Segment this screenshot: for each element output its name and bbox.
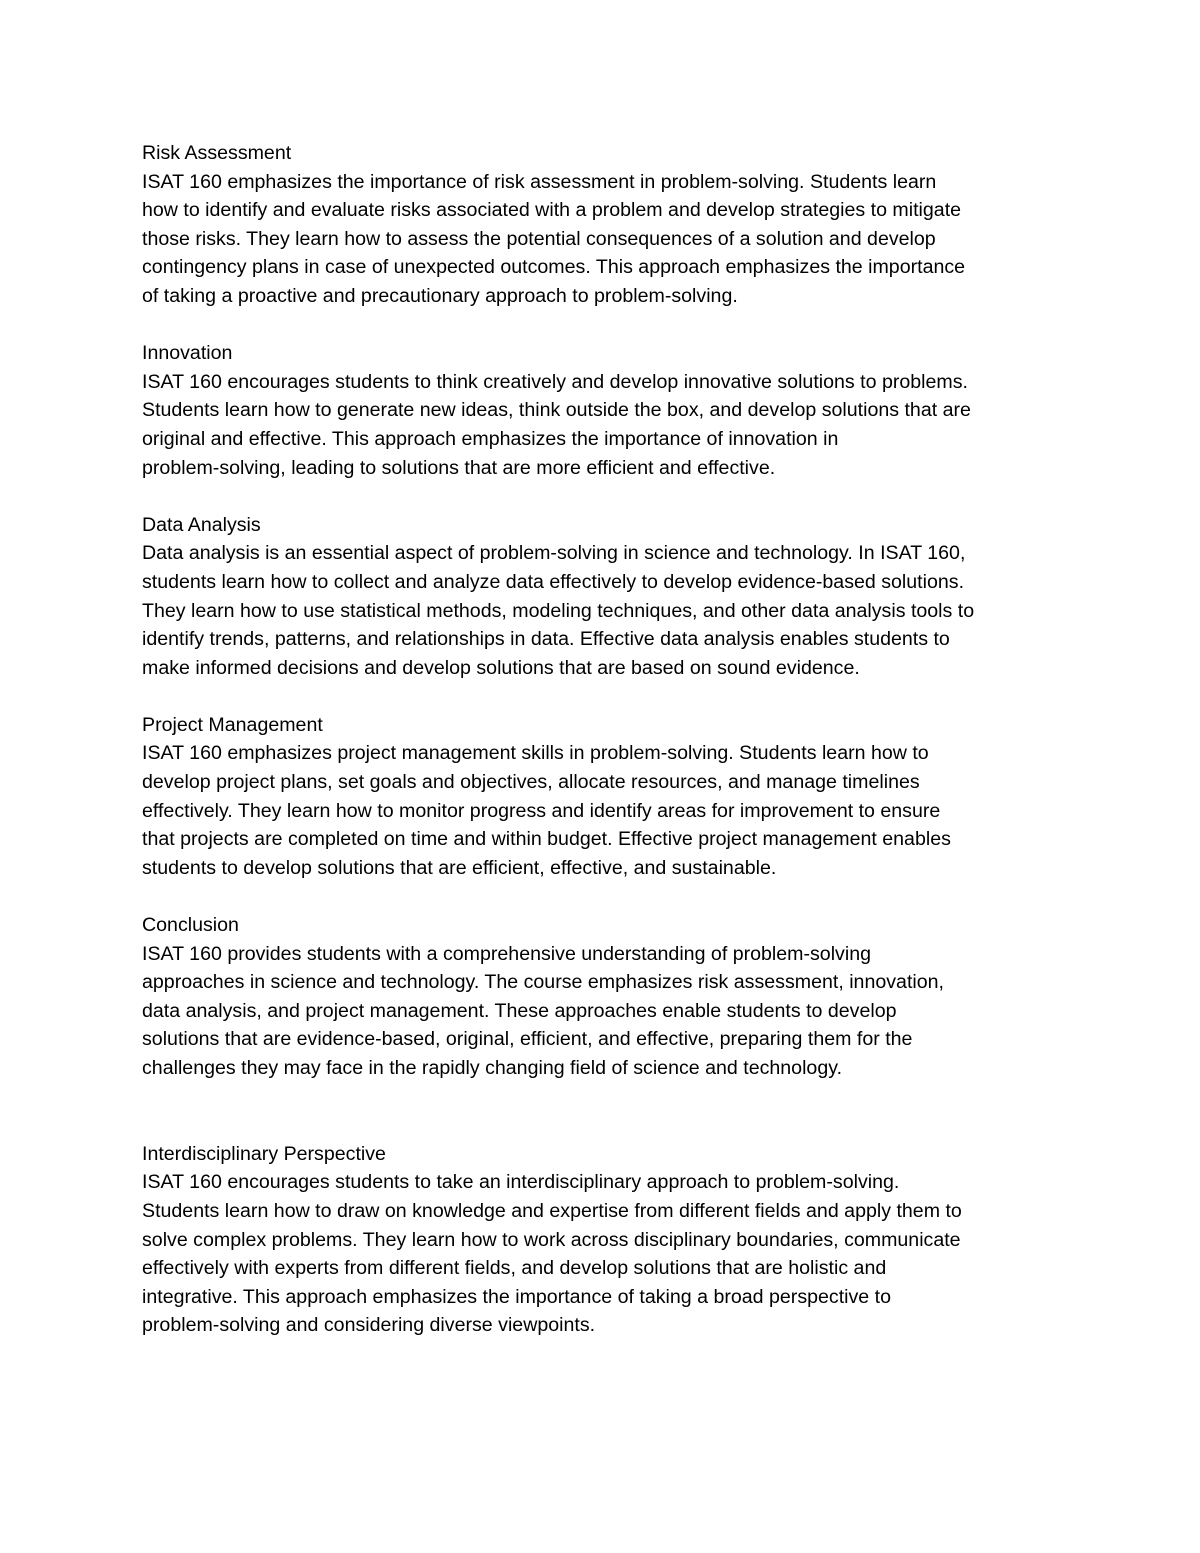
paragraph-line: ISAT 160 emphasizes project management skills in problem-solving. Students learn how to	[142, 742, 929, 765]
paragraph-line: students learn how to collect and analyze data effectively to develop evidence-based solutions.	[142, 570, 965, 593]
paragraph-line: identify trends, patterns, and relationships in data. Effective data analysis enables students to	[142, 628, 950, 651]
paragraph-line: solve complex problems. They learn how to work across disciplinary boundaries, communicate	[142, 1228, 961, 1251]
paragraph-line: develop project plans, set goals and objectives, allocate resources, and manage timelines	[142, 771, 920, 794]
section-interdisciplinary-perspective	[142, 1140, 1072, 1340]
paragraph-line: problem-solving and considering diverse viewpoints.	[142, 1314, 596, 1337]
paragraph-line: that projects are completed on time and within budget. Effective project management enables	[142, 828, 951, 851]
paragraph-line: Students learn how to generate new ideas, think outside the box, and develop solutions that are	[142, 399, 971, 422]
document-page	[142, 139, 1072, 1369]
paragraph-line: students to develop solutions that are efficient, effective, and sustainable.	[142, 856, 777, 879]
paragraph-line: Data analysis is an essential aspect of problem-solving in science and technology. In ISAT 160,	[142, 542, 966, 565]
paragraph-line: those risks. They learn how to assess the potential consequences of a solution and develop	[142, 227, 936, 250]
section-heading: Interdisciplinary Perspective	[142, 1142, 386, 1165]
paragraph-line: how to identify and evaluate risks associated with a problem and develop strategies to mitigate	[142, 199, 962, 222]
section-innovation	[142, 339, 1072, 482]
paragraph-line: of taking a proactive and precautionary approach to problem-solving.	[142, 284, 738, 307]
paragraph-line: ISAT 160 provides students with a comprehensive understanding of problem-solving	[142, 942, 872, 965]
paragraph-line: problem-solving, leading to solutions that are more efficient and effective.	[142, 456, 776, 479]
section-heading: Innovation	[142, 342, 233, 365]
section-heading: Project Management	[142, 713, 323, 736]
paragraph-line: ISAT 160 encourages students to think creatively and develop innovative solutions to problems.	[142, 370, 968, 393]
paragraph-line: make informed decisions and develop solutions that are based on sound evidence.	[142, 656, 860, 679]
paragraph-line: contingency plans in case of unexpected outcomes. This approach emphasizes the importance	[142, 256, 966, 279]
section-data-analysis	[142, 511, 1072, 683]
paragraph-line: They learn how to use statistical methods, modeling techniques, and other data analysis tools to	[142, 599, 975, 622]
section-conclusion	[142, 911, 1072, 1083]
paragraph-line: original and effective. This approach emphasizes the importance of innovation in	[142, 427, 839, 450]
paragraph-line: ISAT 160 encourages students to take an interdisciplinary approach to problem-solving.	[142, 1171, 900, 1194]
section-project-management	[142, 711, 1072, 883]
section-heading: Conclusion	[142, 914, 239, 937]
paragraph-line: approaches in science and technology. The course emphasizes risk assessment, innovation,	[142, 971, 944, 994]
paragraph-line: ISAT 160 emphasizes the importance of risk assessment in problem-solving. Students learn	[142, 170, 937, 193]
section-heading: Data Analysis	[142, 513, 261, 536]
section-risk-assessment	[142, 139, 1072, 311]
section-heading: Risk Assessment	[142, 142, 292, 164]
paragraph-line: data analysis, and project management. These approaches enable students to develop	[142, 999, 897, 1022]
paragraph-line: integrative. This approach emphasizes the importance of taking a broad perspective to	[142, 1285, 891, 1308]
paragraph-line: effectively. They learn how to monitor progress and identify areas for improvement to ensure	[142, 799, 941, 822]
paragraph-line: solutions that are evidence-based, original, efficient, and effective, preparing them for the	[142, 1028, 913, 1051]
paragraph-line: challenges they may face in the rapidly changing field of science and technology.	[142, 1057, 843, 1079]
paragraph-line: Students learn how to draw on knowledge and expertise from different fields and apply them to	[142, 1199, 962, 1222]
paragraph-line: effectively with experts from different fields, and develop solutions that are holistic and	[142, 1257, 887, 1280]
